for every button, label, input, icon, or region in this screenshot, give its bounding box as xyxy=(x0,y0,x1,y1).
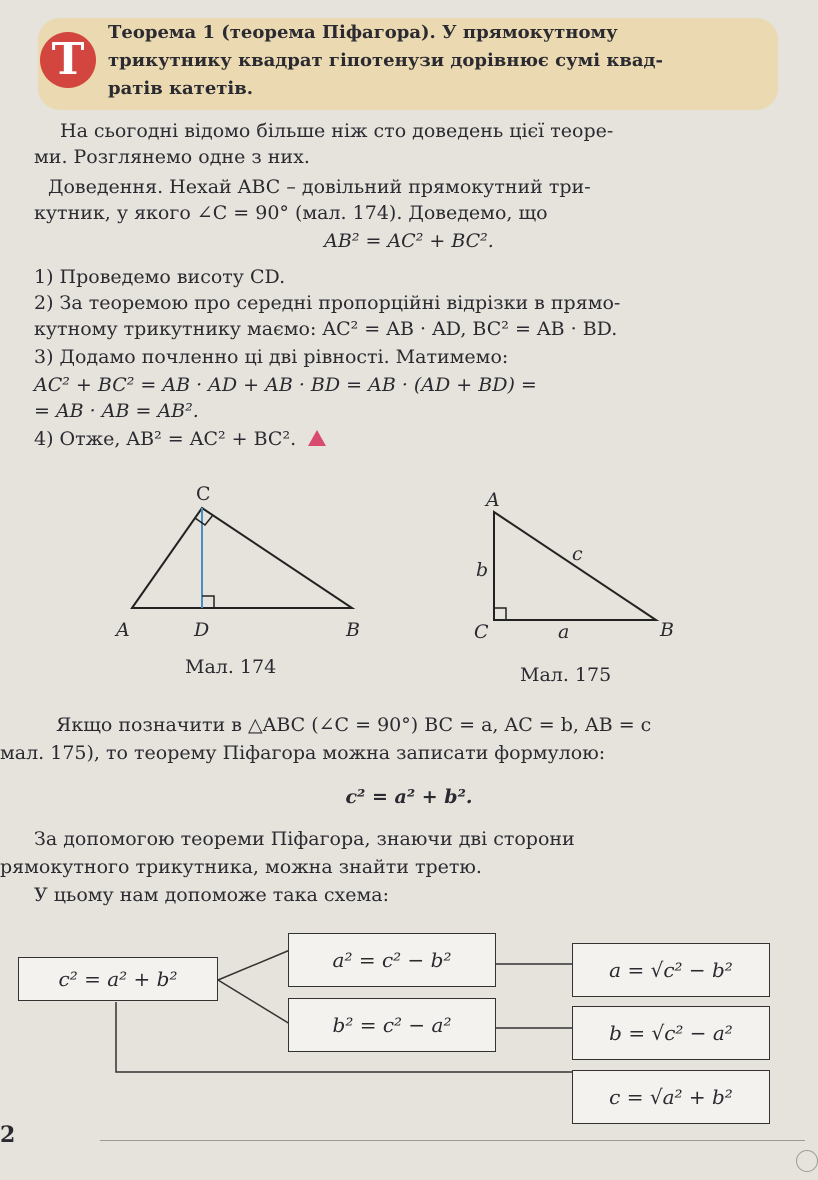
proof-step-3a: 3) Додамо почленно ці дві рівності. Матимемо: xyxy=(34,346,509,368)
label-c: C xyxy=(196,483,211,505)
proof-step-1: 1) Проведемо висоту CD. xyxy=(34,266,286,288)
caption-175: Мал. 175 xyxy=(520,664,612,686)
triangle-abc xyxy=(132,508,352,608)
label-b: B xyxy=(346,619,360,641)
page-rule xyxy=(100,1140,805,1141)
intro-line-1: На сьогодні відомо більше ніж сто доведень цієї теоре- xyxy=(60,120,614,142)
proof-step-2b: кутному трикутнику маємо: AC² = AB · AD, BC² = AB · BD. xyxy=(34,318,618,340)
side-b-label: b xyxy=(476,559,489,581)
page-ring-icon xyxy=(796,1150,818,1172)
paragraph2-line-2: мал. 175), то теорему Піфагора можна записати формулою: xyxy=(0,742,606,764)
figure-175 xyxy=(460,484,700,654)
paragraph2-line-1: Якщо позначити в △ABC (∠C = 90°) BC = a, AC = b, AB = c xyxy=(56,714,652,736)
proof-step-2a: 2) За теоремою про середні пропорційні відрізки в прямо- xyxy=(34,292,621,314)
figure-174 xyxy=(110,478,380,648)
proof-step-4-text: 4) Отже, AB² = AC² + BC². xyxy=(34,428,297,450)
label-c-175: C xyxy=(474,621,489,643)
right-angle-mark-c xyxy=(195,515,213,525)
proof-step-3c: = AB · AB = AB². xyxy=(34,400,199,422)
proof-formula: AB² = AC² + BC². xyxy=(324,230,494,252)
side-c-label: c xyxy=(572,543,583,565)
theorem-badge-icon: Т xyxy=(40,32,96,88)
proof-line-1: Доведення. Нехай ABC – довільний прямокутний три- xyxy=(48,176,591,198)
paragraph3-line-1: За допомогою теореми Піфагора, знаючи дві сторони xyxy=(34,828,575,850)
label-b-175: B xyxy=(660,619,674,641)
label-a: A xyxy=(116,619,130,641)
scheme-main-box: c² = a² + b² xyxy=(18,957,218,1001)
right-angle-mark-d xyxy=(202,596,214,608)
paragraph3-line-2: рямокутного трикутника, можна знайти третю. xyxy=(0,856,482,878)
page-number: 2 xyxy=(0,1122,16,1148)
caption-174: Мал. 174 xyxy=(185,656,277,678)
end-of-proof-icon xyxy=(308,430,326,446)
proof-step-4 xyxy=(34,428,326,450)
scheme-b-sq-box: b² = c² − a² xyxy=(288,998,496,1052)
theorem-line-3: ратів катетів. xyxy=(108,78,254,99)
proof-line-2: кутник, у якого ∠C = 90° (мал. 174). Доведемо, що xyxy=(34,202,548,224)
proof-step-3b: AC² + BC² = AB · AD + AB · BD = AB · (AD + BD) = xyxy=(34,374,537,396)
scheme-b-root-box: b = √c² − a² xyxy=(572,1006,770,1060)
label-d: D xyxy=(194,619,210,641)
scheme-a-sq-box: a² = c² − b² xyxy=(288,933,496,987)
theorem-line-2: трикутнику квадрат гіпотенузи дорівнює сумі квад- xyxy=(108,50,664,71)
intro-line-2: ми. Розглянемо одне з них. xyxy=(34,146,310,168)
paragraph3-line-3: У цьому нам допоможе така схема: xyxy=(34,884,389,906)
theorem-line-1: Теорема 1 (теорема Піфагора). У прямокутному xyxy=(108,22,618,43)
scheme-a-root-box: a = √c² − b² xyxy=(572,943,770,997)
triangle-abc-175 xyxy=(494,512,656,620)
right-angle-mark-175 xyxy=(494,608,506,620)
side-a-label: a xyxy=(558,621,570,643)
paragraph2-formula: c² = a² + b². xyxy=(345,786,473,808)
label-a-175: A xyxy=(486,489,500,511)
scheme-c-root-box: c = √a² + b² xyxy=(572,1070,770,1124)
